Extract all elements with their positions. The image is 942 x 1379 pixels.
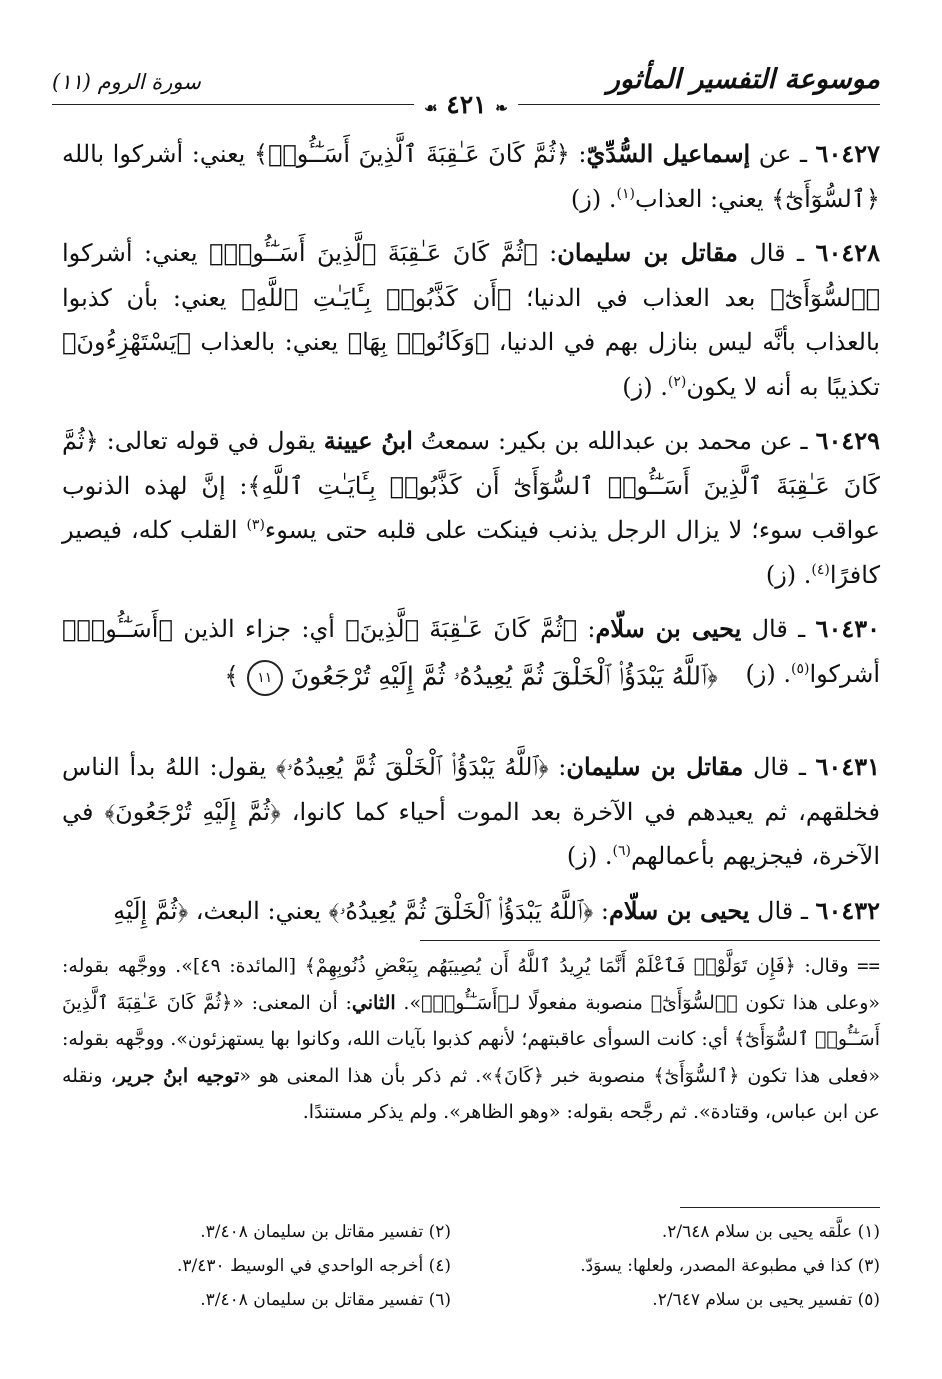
footnote-5: (٥) تفسير يحيى بن سلام ٢/٦٤٧.: [652, 1290, 880, 1310]
footnotes: [62, 1218, 880, 1314]
footnote-ref[interactable]: (٢): [667, 373, 687, 390]
footnote-1: (١) علَّقه يحيى بن سلام ٢/٦٤٨.: [661, 1222, 880, 1242]
narrator-name: يحيى بن سلّام: [595, 614, 742, 643]
narrator-name: إسماعيل السُّدِّيّ: [586, 139, 751, 168]
narrator-name: ابنُ عيينة: [323, 426, 413, 455]
entry-tail: . (ز): [570, 184, 617, 213]
quran-verse: [62, 660, 880, 696]
commentary-p3: ، ونقله عن ابن عباس، وقتادة». ثم رجَّحه بقوله: «وهو الظاهر». ولم يذكر مستندًا.: [62, 1064, 880, 1123]
entry-60427: [62, 132, 880, 221]
entry-intro: ـ عن: [758, 140, 807, 168]
footnote-2: (٢) تفسير مقاتل بن سليمان ٣/٤٠٨.: [200, 1222, 451, 1242]
editor-commentary: [62, 948, 880, 1131]
entry-tail: . (ز): [765, 560, 812, 589]
entry-number: ٦٠٤٣١: [815, 752, 880, 781]
main-text: [62, 132, 880, 706]
entry-60428: [62, 231, 880, 409]
entry-intro: ـ قال: [757, 896, 808, 925]
entry-number: ٦٠٤٣٢: [815, 895, 880, 925]
entry-tail: . (ز): [745, 659, 792, 688]
commentary-rule: [420, 940, 880, 941]
entry-text: : ﴿ٱللَّهُ يَبْدَؤُا۟ ٱلْخَلْقَ ثُمَّ يُعِيدُهُۥ﴾ يقول: اللهُ بدأ الناس فخلقهم، ثم يعيدهم في الآخرة بعد الموت أحياء كما كانوا، ﴿ثُمَّ إِلَيْهِ تُرْجَعُونَ﴾ في الآخرة، فيجزيهم بأعمالهم: [62, 753, 880, 870]
book-title: موسوعة التفسير المأثور: [606, 64, 880, 95]
entry-intro: ـ قال: [749, 239, 805, 267]
entry-tail: . (ز): [622, 372, 668, 401]
page-number-text: ٤٢١: [446, 90, 487, 119]
verse-number: ١١: [247, 660, 283, 696]
footnote-ref[interactable]: (٥): [791, 660, 810, 677]
entry-number: ٦٠٤٢٧: [815, 139, 880, 168]
entry-number: ٦٠٤٢٨: [815, 238, 880, 267]
commentary-jarir-label: توجيه ابنُ جرير: [116, 1064, 240, 1087]
ornament-icon: ❧: [495, 99, 508, 117]
entry-intro: ـ قال: [751, 615, 806, 643]
verse-text: ﴿ٱللَّهُ يَبْدَؤُا۟ ٱلْخَلْقَ ثُمَّ يُعِيدُهُۥ ثُمَّ إِلَيْهِ تُرْجَعُونَ: [290, 661, 718, 691]
entry-number: ٦٠٤٣٠: [815, 614, 880, 643]
verse-close: ﴾: [224, 661, 239, 691]
ornament-icon: ☙: [424, 99, 438, 117]
entry-text: : ﴿ثُمَّ كَانَ عَـٰقِبَةَ ٱلَّذِينَ﴾ أي: جزاء الذين ﴿أَسَـٰٓـُٔوا۟﴾ أشركوا: [62, 615, 880, 688]
footnote-ref[interactable]: (٣): [246, 517, 265, 533]
entry-intro: ـ عن محمد بن عبدالله بن بكير: سمعتُ: [420, 427, 808, 455]
entry-tail: . (ز): [566, 842, 613, 870]
entry-text-2: القلب كله، فيصير كافرًا: [62, 516, 880, 589]
entry-text: : ﴿ثُمَّ كَانَ عَـٰقِبَةَ ٱلَّذِينَ أَسَـٰٓـُٔوا۟﴾ يعني: أشركوا ﴿ٱلسُّوٓأَىٰٓ﴾ بعد العذاب في الدنيا؛ ﴿أَن كَذَّبُوا۟ بِـَٔايَـٰتِ ٱللَّهِ﴾ يعني: بأن كذبوا بالعذاب بأنَّه ليس بنازل بهم في الدنيا، ﴿وَكَانُوا۟ بِهَا﴾ يعني: بالعذاب ﴿يَسْتَهْزِءُونَ﴾ تكذيبًا به أنه لا يكون: [62, 239, 880, 401]
entry-text: : ﴿ثُمَّ كَانَ عَـٰقِبَةَ ٱلَّذِينَ أَسَـٰٓـُٔوا۟﴾ يعني: أشركوا بالله ﴿ٱلسُّوٓأَىٰٓ﴾ يعني: العذاب: [62, 140, 880, 213]
running-header: [52, 58, 880, 118]
entry-text: يقول في قوله تعالى: ﴿ثُمَّ كَانَ عَـٰقِبَةَ ٱلَّذِينَ أَسَـٰٓـُٔوا۟ ٱلسُّوٓأَىٰٓ أَن كَذَّبُوا۟ بِـَٔايَـٰتِ ٱللَّهِ﴾: إنَّ لهذه الذنوب عواقب سوء؛ لا يزال الرجل يذنب فينكت على قلبه حتى يسوء: [62, 427, 880, 544]
footnote-ref[interactable]: (٤): [811, 561, 830, 578]
narrator-name: يحيى بن سلّام: [609, 895, 750, 925]
entry-intro: ـ قال: [752, 753, 806, 781]
footnote-6: (٦) تفسير مقاتل بن سليمان ٣/٤٠٨.: [200, 1290, 451, 1310]
entry-number: ٦٠٤٢٩: [815, 426, 881, 455]
main-text-2: [62, 745, 880, 943]
entry-60432: [62, 889, 880, 934]
footnote-3: (٣) كذا في مطبوعة المصدر، ولعلها: يسوَدّ.: [580, 1256, 880, 1276]
entry-60429: [62, 419, 880, 597]
narrator-name: مقاتل بن سليمان: [566, 752, 744, 781]
narrator-name: مقاتل بن سليمان: [557, 238, 738, 267]
footnote-4: (٤) أخرجه الواحدي في الوسيط ٣/٤٣٠.: [177, 1256, 451, 1276]
commentary-p2: : أن المعنى: «﴿ثُمَّ كَانَ عَـٰقِبَةَ ٱلَّذِينَ أَسَـٰٓـُٔوا۟ ٱلسُّوٓأَىٰٓ﴾ أي: كانت السوأى عاقبتهم؛ لأنهم كذبوا بآيات الله، وكانوا بها يستهزئون». ووجَّهه بقوله: «فعلى هذا تكون ﴿ٱلسُّوٓأَىٰٓ﴾ منصوبة خبر ﴿كَانَ﴾». ثم ذكر بأن هذا المعنى هو «: [62, 991, 880, 1087]
continuation-mark: ==: [857, 955, 880, 977]
footnote-ref[interactable]: (١): [616, 185, 635, 202]
entry-60431: [62, 745, 880, 879]
footnote-ref[interactable]: (٦): [612, 843, 631, 859]
surah-title: سورة الروم (١١): [52, 70, 201, 94]
page-number: [414, 90, 518, 119]
commentary-second-label: الثاني: [351, 991, 396, 1014]
entry-text: : ﴿ٱللَّهُ يَبْدَؤُا۟ ٱلْخَلْقَ ثُمَّ يُعِيدُهُۥ﴾ يعني: البعث، ﴿ثُمَّ إِلَيْهِ: [113, 896, 609, 925]
footnotes-rule: [680, 1207, 880, 1208]
commentary-p1: وقال: ﴿فَإِن تَوَلَّوْا۟ فَٱعْلَمْ أَنَّمَا يُرِيدُ ٱللَّهُ أَن يُصِيبَهُم بِبَعْضِ ذُنُوبِهِمْ﴾ [المائدة: ٤٩]». ووجَّهه بقوله: «وعلى هذا تكون ﴿ٱلسُّوٓأَىٰٓ﴾ منصوبة مفعولًا لـ﴿أَسَـٰٓـُٔوا۟﴾».: [62, 955, 880, 1014]
